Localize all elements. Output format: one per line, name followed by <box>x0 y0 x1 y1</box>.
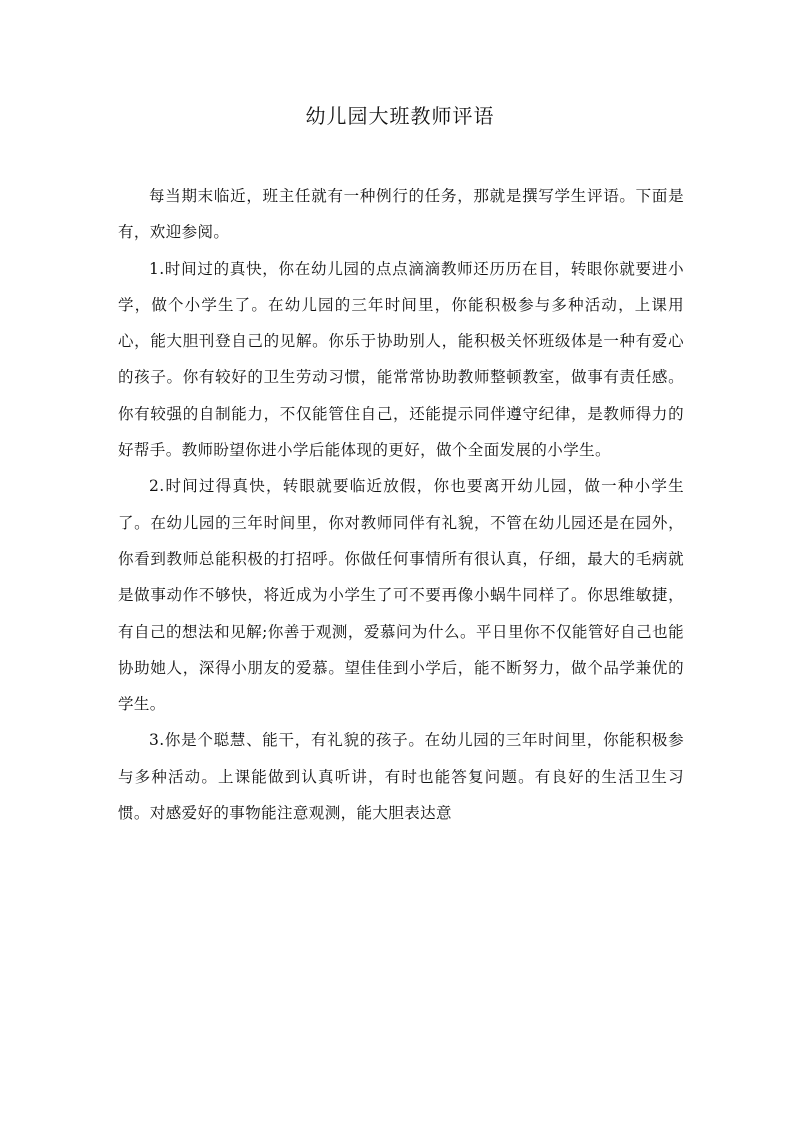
comment-paragraph-2: 2.时间过得真快，转眼就要临近放假，你也要离开幼儿园，做一种小学生了。在幼儿园的三年时间里，你对教师同伴有礼貌，不管在幼儿园还是在园外，你看到教师总能积极的打招呼。你做任何事情所有很认真，仔细，最大的毛病就是做事动作不够快，将近成为小学生了可不要再像小蜗牛同样了。你思维敏捷，有自己的想法和见解;你善于观测，爱慕问为什么。平日里你不仅能管好自己也能协助她人，深得小朋友的爱慕。望佳佳到小学后，能不断努力，做个品学兼优的学生。 <box>118 477 684 714</box>
comment-paragraph-3: 3.你是个聪慧、能干，有礼貌的孩子。在幼儿园的三年时间里，你能积极参与多种活动。上课能做到认真听讲，有时也能答复问题。有良好的生活卫生习惯。对感爱好的事物能注意观测，能大胆表达意 <box>118 731 684 823</box>
document-body <box>118 178 684 831</box>
intro-paragraph: 每当期末临近，班主任就有一种例行的任务，那就是撰写学生评语。下面是有，欢迎参阅。 <box>118 187 684 242</box>
comment-paragraph-1: 1.时间过的真快，你在幼儿园的点点滴滴教师还历历在目，转眼你就要进小学，做个小学生了。在幼儿园的三年时间里，你能积极参与多种活动，上课用心，能大胆刊登自己的见解。你乐于协助别人，能积极关怀班级体是一种有爱心的孩子。你有较好的卫生劳动习惯，能常常协助教师整顿教室，做事有责任感。你有较强的自制能力，不仅能管住自己，还能提示同伴遵守纪律，是教师得力的好帮手。教师盼望你进小学后能体现的更好，做个全面发展的小学生。 <box>118 259 684 460</box>
document-title: 幼儿园大班教师评语 <box>305 104 495 128</box>
